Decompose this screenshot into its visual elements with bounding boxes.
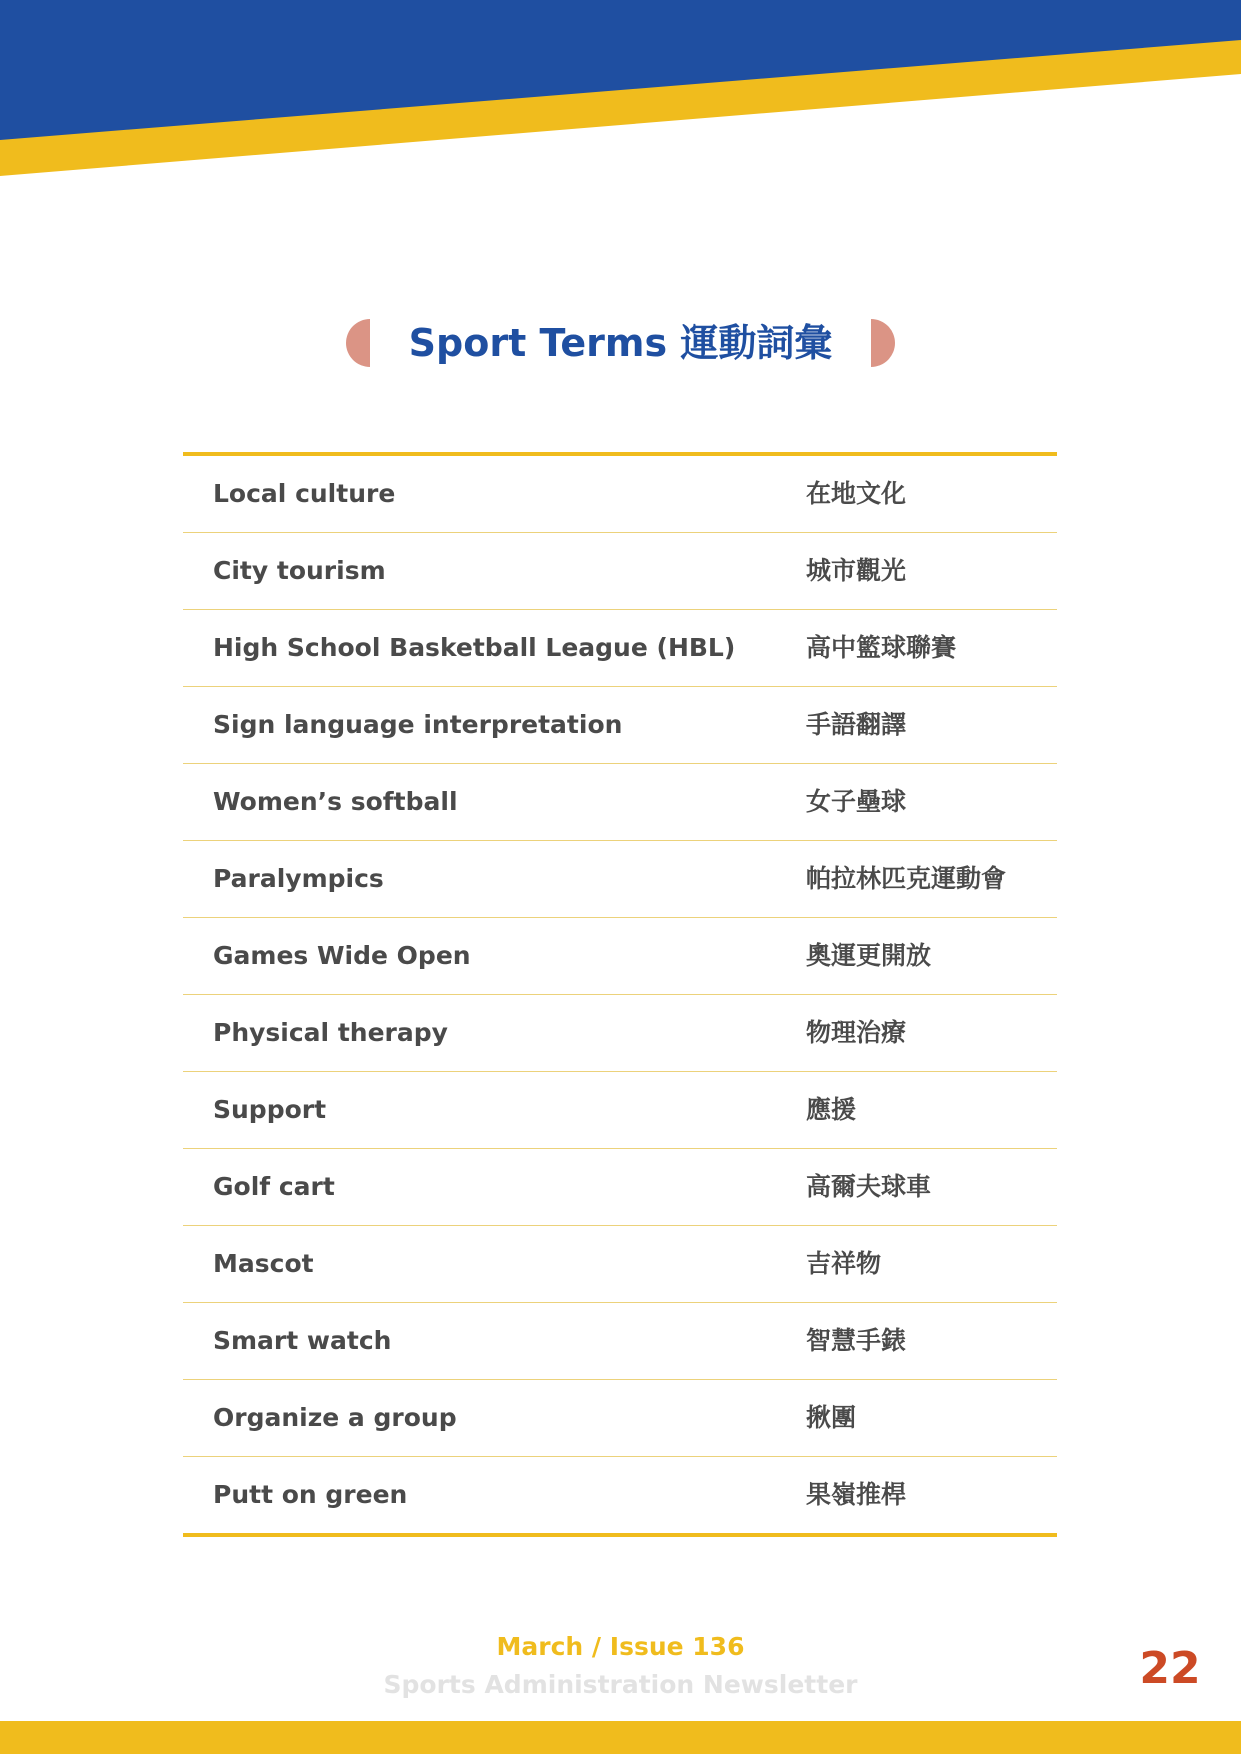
term-chinese: 手語翻譯: [806, 710, 907, 739]
term-chinese: 吉祥物: [806, 1249, 882, 1278]
term-english: Games Wide Open: [213, 941, 471, 970]
footer-bar: [0, 1721, 1241, 1754]
term-chinese: 奧運更開放: [806, 941, 932, 970]
term-english: Local culture: [213, 479, 396, 508]
title-row: [0, 318, 1241, 368]
table-row: [183, 1149, 1057, 1226]
term-english: Smart watch: [213, 1326, 392, 1355]
table-row: [183, 687, 1057, 764]
table-row: [183, 1072, 1057, 1149]
term-english: Paralympics: [213, 864, 384, 893]
table-row: [183, 1380, 1057, 1457]
term-chinese: 帕拉林匹克運動會: [806, 864, 1007, 893]
table-row: [183, 995, 1057, 1072]
term-english: Support: [213, 1095, 327, 1124]
table-row: [183, 456, 1057, 533]
term-english: Golf cart: [213, 1172, 335, 1201]
page-title: Sport Terms 運動詞彙: [408, 321, 833, 365]
table-row: [183, 918, 1057, 995]
terms-table: [183, 452, 1057, 1537]
term-english: Putt on green: [213, 1480, 408, 1509]
term-chinese: 高中籃球聯賽: [806, 633, 957, 662]
page-number: 22: [1139, 1643, 1201, 1694]
term-english: Sign language interpretation: [213, 710, 623, 739]
term-chinese: 智慧手錶: [806, 1326, 907, 1355]
term-chinese: 女子壘球: [806, 787, 907, 816]
table-row: [183, 1303, 1057, 1380]
table-row: [183, 533, 1057, 610]
term-chinese: 物理治療: [806, 1018, 907, 1047]
table-row: [183, 1226, 1057, 1303]
term-chinese: 城市觀光: [806, 556, 907, 585]
term-english: Physical therapy: [213, 1018, 448, 1047]
term-chinese: 揪團: [806, 1403, 857, 1432]
term-chinese: 果嶺推桿: [806, 1480, 907, 1509]
title-right-cap: [871, 319, 895, 367]
term-chinese: 在地文化: [806, 479, 907, 508]
table-row: [183, 610, 1057, 687]
term-english: Mascot: [213, 1249, 314, 1278]
newsletter-name: Sports Administration Newsletter: [383, 1670, 858, 1699]
term-english: Women’s softball: [213, 787, 458, 816]
header-banner: [0, 0, 1241, 180]
term-english: City tourism: [213, 556, 386, 585]
table-row: [183, 1457, 1057, 1533]
term-chinese: 高爾夫球車: [806, 1172, 932, 1201]
title-left-cap: [346, 319, 370, 367]
table-row: [183, 764, 1057, 841]
term-english: Organize a group: [213, 1403, 457, 1432]
issue-label: March / Issue 136: [496, 1632, 745, 1661]
term-english: High School Basketball League (HBL): [213, 633, 736, 662]
table-row: [183, 841, 1057, 918]
term-chinese: 應援: [806, 1095, 857, 1124]
